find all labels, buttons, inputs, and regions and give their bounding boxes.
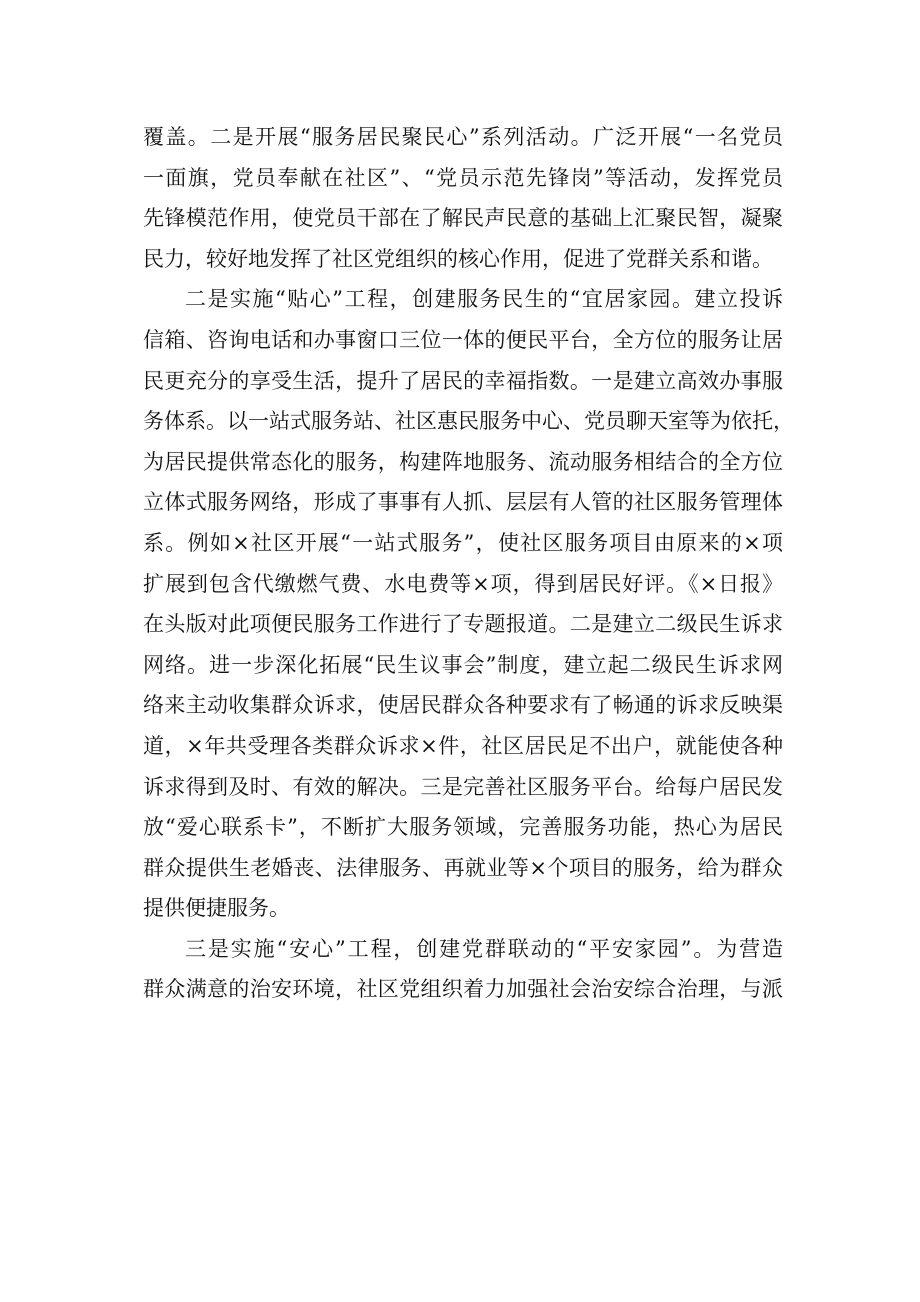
text-line: 扩展到包含代缴燃气费、水电费等×项，得到居民好评。《×日报》 <box>143 571 783 596</box>
text-line: 立体式服务网络，形成了事事有人抓、层层有人管的社区服务管理体 <box>143 490 783 515</box>
text-line: 民力，较好地发挥了社区党组织的核心作用，促进了党群关系和谐。 <box>143 246 773 271</box>
text-line: 先锋模范作用，使党员干部在了解民声民意的基础上汇聚民智，凝聚 <box>143 206 783 231</box>
text-line: 放“爱心联系卡”，不断扩大服务领域，完善服务功能，热心为居民 <box>143 815 783 840</box>
text-line: 提供便捷服务。 <box>143 896 290 921</box>
text-line: 络来主动收集群众诉求，使居民群众各种要求有了畅通的诉求反映渠 <box>143 693 783 718</box>
text-line: 三是实施“安心”工程，创建党群联动的“平安家园”。为营造 <box>185 936 783 961</box>
text-line: 民更充分的享受生活，提升了居民的幸福指数。一是建立高效办事服 <box>143 368 783 393</box>
paragraph-1 <box>143 117 783 279</box>
text-line: 系。例如×社区开展“一站式服务”，使社区服务项目由原来的×项 <box>143 530 783 555</box>
text-line: 网络。进一步深化拓展“民生议事会”制度，建立起二级民生诉求网 <box>143 652 783 677</box>
paragraph-3 <box>143 929 783 1010</box>
text-line: 群众提供生老婚丧、法律服务、再就业等×个项目的服务，给为群众 <box>143 855 783 880</box>
text-line: 覆盖。二是开展“服务居民聚民心”系列活动。广泛开展“一名党员 <box>143 125 783 149</box>
text-line: 诉求得到及时、有效的解决。三是完善社区服务平台。给每户居民发 <box>143 774 783 799</box>
text-line: 二是实施“贴心”工程，创建服务民生的“宜居家园。建立投诉 <box>185 287 783 312</box>
text-line: 信箱、咨询电话和办事窗口三位一体的便民平台，全方位的服务让居 <box>143 327 783 352</box>
text-line: 务体系。以一站式服务站、社区惠民服务中心、党员聊天室等为依托， <box>143 409 794 434</box>
text-line: 为居民提供常态化的服务，构建阵地服务、流动服务相结合的全方位 <box>143 449 783 474</box>
text-line: 在头版对此项便民服务工作进行了专题报道。二是建立二级民生诉求 <box>143 612 783 637</box>
document-body <box>143 117 794 1010</box>
paragraph-2 <box>143 279 794 929</box>
text-line: 群众满意的治安环境，社区党组织着力加强社会治安综合治理，与派 <box>143 977 783 1002</box>
text-line: 一面旗，党员奉献在社区”、“党员示范先锋岗”等活动，发挥党员 <box>143 165 783 190</box>
text-line: 道，×年共受理各类群众诉求×件，社区居民足不出户，就能使各种 <box>143 733 783 758</box>
